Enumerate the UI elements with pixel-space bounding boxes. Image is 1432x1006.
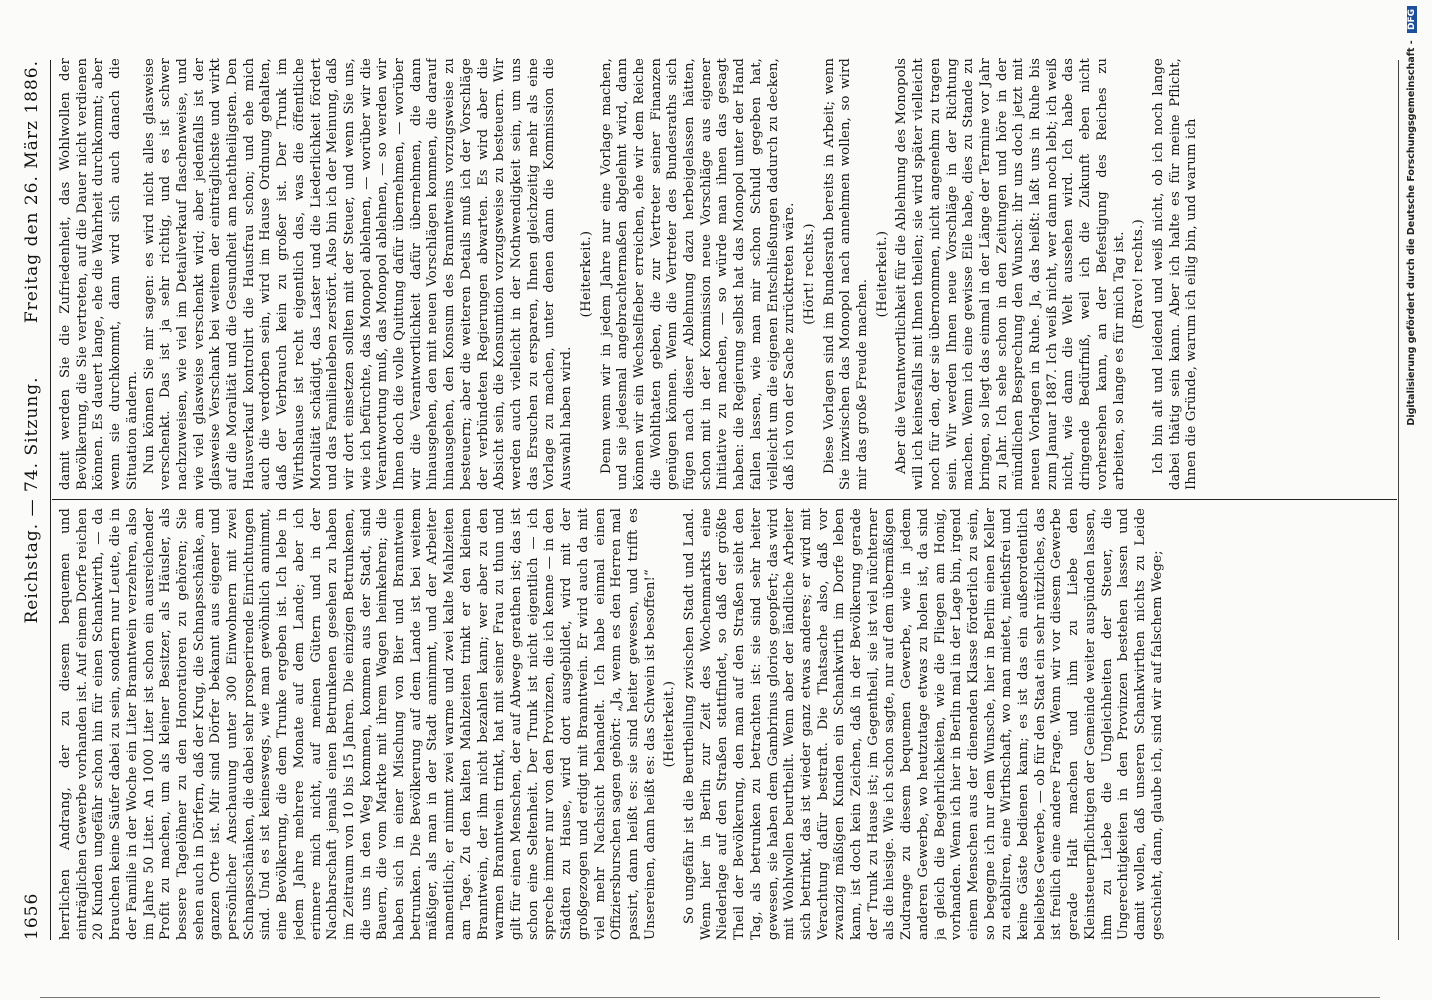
interjection: (Bravo! rechts.) <box>1131 218 1147 330</box>
speech-paragraph: herrlichen Andrang, der zu diesem bequemen und einträglichen Gewerbe vorhanden ist. Auf einem Dorfe reichen 20 Kunden ungefähr schon hin für einen Schankwirth, — da brauchen keine Säufer dabei zu sein, sondern nur Leute, die in der Familie in der Woche ein Liter Branntwein verzehren, also im Jahre 50 Liter. An 1000 Liter ist schon ein ausreichender Profit zu machen, um als kleiner Besitzer, als Häusler, als bessere Tagelöhner zu den Honoratioren zu gehören; Sie sehen auch in Dörfern, daß der Krug, die Schnapsschänke, am ganzen Orte ist. Mir sind Dörfer bekannt aus eigener und persönlicher Anschauung unter 300 Einwohnern mit zwei Schnapsschänken, die dabei sehr prosperirende Einrichtungen sind. Und es ist keineswegs, wie man gewöhnlich annimmt, eine Bevölkerung, die dem Trunke ergeben ist. Ich lebe in jedem Jahre mehrere Monate auf dem Lande; aber ich erinnere mich nicht, auf meinen Gütern und in der Nachbarschaft jemals einen Betrunkenen gesehen zu haben im Zeitraum von 10 bis 15 Jahren. Die einzigen Betrunkenen, die uns in den Weg kommen, kommen aus der Stadt, sind Bauern, die vom Markte mit ihrem Wagen heimkehren; die haben sich in einer Mischung von Bier und Branntwein betrunken. Die Bevölkerung auf dem Lande ist bei weitem mäßiger, als man in der Stadt annimmt, und der Arbeiter namentlich; er nimmt zwei warme und zwei kalte Mahlzeiten am Tage. Zu den kalten Mahlzeiten trinkt er den kleinen Branntwein, der ihm nicht bezahlen kann; wer aber zu den warmen Branntwein trinkt, hat mit seiner Frau zu thun und gilt für einen Menschen, der auf Abwege gerathen ist; das ist schon eine Seltenheit. Der Trunk ist nicht eigentlich — ich spreche immer nur von den Provinzen, die ich kenne — in den Städten zu Hause, wird dort ausgebildet, wird mit der großgezogen und erdigt mit Branntwein. Er wird auch da mit viel mehr Nachsicht behandelt. Ich habe einmal einen Offiziersburschen sagen gehört: „Ja, wenn es den Herren mal passirt, dann heißt es: sie sind heiter gewesen, und trifft es Unsereinen, dann heißt es: das Schwein ist besoffen!“ <box>58 508 658 940</box>
left-text-column <box>58 508 1393 940</box>
interjection: (Heiterkeit.) <box>874 230 890 318</box>
speech-paragraph: Ich bin alt und leidend und weiß nicht, ob ich noch lange dabei thätig sein kann. Aber ich halte es für meine Pflicht, Ihnen die Gründe, warum ich eilig bin, und warum ich <box>1151 58 1200 490</box>
speech-paragraph: So ungefähr ist die Beurtheilung zwischen Stadt und Land. Wenn hier in Berlin zur Zeit des Wochenmarkts eine Niederlage auf den Straßen stattfindet, so daß der größte Theil der Bevölkerung, den man auf den Straßen sieht den Tag, als betrunken zu betrachten ist: sie sind sehr heiter gewesen, sie haben dem Gambrinus glorios geopfert; das wird mit Wohlwollen beurtheilt. Wenn aber der ländliche Arbeiter sich betrinkt, das ist wieder ganz etwas anderes; er wird mit Verachtung dafür bestraft. Die Thatsache also, daß vor zwanzig mäßigen Kunden ein Schankwirth im Dorfe leben kann, ist doch kein Zeichen, daß in der Bevölkerung gerade der Trunk zu Hause ist; im Gegentheil, sie ist viel nüchterner als die hiesige. Wie ich schon sagte, nur auf dem übermäßigen Zudrange zu diesem bequemen Gewerbe, wie in jedem anderen Gewerbe, wo heutzutage etwas zu holen ist, da sind ja gleich die Begehrlichkeiten, wie die Fliegen am Honig, vorhanden. Wenn ich hier in Berlin mal in der Lage bin, irgend einem Menschen aus der dienenden Klasse förderlich zu sein, so begegne ich nur dem Wunsche, hier in Berlin einen Keller zu etabliren, eine Wirthschaft, wo man mietet, miethsfrei und keine Gäste bedienen kann; es ist das ein außerordentlich beliebtes Gewerbe, — ob für den Staat ein sehr nützliches, das ist freilich eine andere Frage. Wenn wir vor diesem Gewerbe gerade Halt machen und ihm zu Liebe den Kleinsteuerpflichtigen der Gemeinde weiter auspünden lassen, ihm zu Liebe die Ungleichheiten der Steuer, die Ungerechtigkeiten in den Provinzen bestehen lassen und damit wollen, daß unseren Schankwirthen nichts zu Leide geschieht, dann, glaube ich, sind wir auf falschem Wege; <box>682 508 1165 940</box>
header-rule <box>50 60 51 940</box>
page-header <box>22 60 46 940</box>
dfg-logo: DFG <box>1407 6 1417 33</box>
interjection: (Heiterkeit.) <box>662 680 678 768</box>
speech-paragraph: Diese Vorlagen sind im Bundesrath bereits in Arbeit; wenn Sie inzwischen das Monopol nach annehmen wollen, so wird mir das große Freude machen. <box>821 58 871 490</box>
speech-paragraph: Denn wenn wir in jedem Jahre nur eine Vorlage machen, und sie jedesmal angebrachtermaßen abgelehnt wird, dann können wir ein Wechselfieber erreichen, ehe wir dem Reiche die Wohlthaten geben, die zur Vertreter seiner Finanzen genügen können. Wenn die Vertreter des Bundesraths sich fügen nach dieser Ablehnung dazu herbeigelassen hätten, schon mit in der Kommission neue Vorschläge aus eigener Initiative zu machen, — so würde man ihnen das gesagt haben: die Regierung selbst hat das Monopol unter der Hand fallen lassen, wie man mir schon Schuld gegeben hat, vielleicht um die eigenen Entschließungen dadurch zu decken, daß ich von der Sache zurücktreten wäre. <box>598 58 798 490</box>
speech-paragraph: Nun können Sie mir sagen: es wird nicht alles glasweise verschenkt. Das ist ja sehr richtig, und es ist schwer nachzuweisen, wie viel im Detailverkauf flaschenweise, und wie viel glasweise verschenkt wird; aber jedenfalls ist der glasweise Verschank bei weitem der einträglichste und wirkt auf die Moralität und die Gesundheit am nachtheiligsten. Den Hausverkauf kontrolirt die Hausfrau schon; und ehe mich auch die verdorben sein, wird im Hause Ordnung gehalten, daß der Verbrauch kein zu großer ist. Der Trunk im Wirthshause ist recht eigentlich das, was die öffentliche Moralität schädigt, das Laster und die Liederlichkeit fördert und das Familienleben zerstört. Also bin ich der Meinung, daß wir dort einsetzen sollten mit der Steuer, und wenn Sie uns, wie ich befürchte, das Monopol ablehnen, — worüber wir die Verantwortung muß, das Monopol ablehnen, — so werden wir Ihnen doch die volle Quittung dafür übernehmen, — worüber wir die Verantwortlichkeit dafür übernehmen, die dann hinausgehen, den mit neuen Vorschlägen kommen, die darauf hinausgehen, den Konsum des Branntweins vorzugsweise zu besteuern; aber die weiteren Details muß ich der Vorschläge der verbündeten Regierungen abwarten. Es wird aber die Absicht sein, die Konsumtion vorzugsweise zu besteuern. Wir werden auch vielleicht in der Nothwendigkeit sein, um uns das Ersuchen zu ersparen, Ihnen gleichzeitig mehr als eine Vorlage zu machen, unter denen dann die Kommission die Auswahl haben wird. <box>141 58 575 490</box>
session-date: Freitag den 26. März 1886. <box>22 60 42 324</box>
footer-rule <box>1398 60 1399 940</box>
interjection: (Hört! rechts.) <box>801 223 817 325</box>
speech-paragraph: Aber die Verantwortlichkeit für die Ablehnung des Monopols will ich keinesfalls mit Ihnen theilen; sie wird später vielleicht noch für den, der sie übernommen, nicht angenehm zu tragen sein. Wir werden Ihnen neue Vorschläge in der Richtung machen. Wenn ich eine gewisse Eile habe, dies zu Stande zu bringen, so liegt das einmal in der Länge der Termine vor Jahr zu Jahr. Ich sehe schon in den Zeitungen und höre in der mündlichen Besprechung den Wunsch: ihr uns doch jetzt mit neuen Vorlagen in Ruhe. Ja, das heißt: laßt uns in Ruhe bis zum Januar 1887. Ich weiß nicht, wer dann noch lebt; ich weiß nicht, wie dann die Welt aussehen wird. Ich habe das dringende Bedürfniß, weil ich die Zukunft eben nicht vorhersehen kann, an der Befestigung des Reiches zu arbeiten, so lange es für mich Tag ist. <box>894 58 1127 490</box>
digitization-note: Digitalisierung gefördert durch die Deutsche Forschungsgemeinschaft - <box>1406 40 1417 426</box>
speech-paragraph: damit werden Sie die Zufriedenheit, das Wohlwollen der Bevölkerung, die Sie vertreten, auf die Dauer nicht verdienen können. Es dauert lange, ehe die Wahrheit durchkommt; aber wenn sie durchkommt, dann wird sich auch danach die Situation ändern. <box>58 58 140 490</box>
column-divider <box>52 499 1397 500</box>
scan-edge-line <box>40 997 1380 998</box>
page-number: 1656 <box>22 892 42 940</box>
right-text-column <box>58 58 1393 490</box>
digitization-credit <box>1406 6 1420 1006</box>
interjection: (Heiterkeit.) <box>578 230 594 318</box>
session-title: Reichstag. — 74. Sitzung. <box>22 376 42 624</box>
